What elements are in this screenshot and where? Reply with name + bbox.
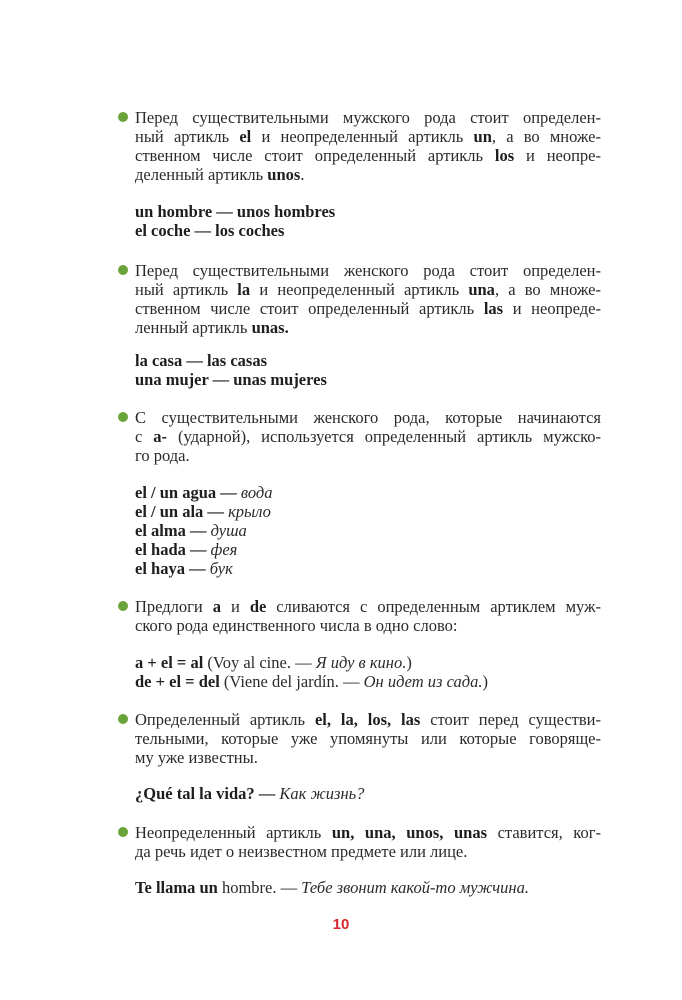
text: и неопре- xyxy=(514,146,601,165)
bold-text: un xyxy=(199,878,218,897)
bold-text: de + el = del xyxy=(135,672,220,691)
bold-text: el, la, los, las xyxy=(314,710,421,729)
italic-translation: бук xyxy=(209,559,233,578)
text: ) xyxy=(482,672,488,691)
text: ный артикль xyxy=(135,127,240,146)
example-block xyxy=(135,653,601,691)
rule-paragraph xyxy=(135,597,601,635)
rule-paragraph xyxy=(135,261,601,337)
text: Перед существительными мужского рода стоит определен- xyxy=(135,108,601,127)
text-line xyxy=(135,370,601,389)
rule-paragraph xyxy=(135,823,601,861)
text-line xyxy=(135,261,601,280)
text-line xyxy=(135,483,601,502)
text-line xyxy=(135,823,601,842)
text: и неопределенный артикль xyxy=(250,280,469,299)
text-line xyxy=(135,521,601,540)
text: стоит перед существи- xyxy=(420,710,601,729)
bold-text: unos xyxy=(267,165,301,184)
italic-translation: Тебе звонит какой-то мужчина. xyxy=(301,878,529,897)
text: ского рода единственного числа в одно слово: xyxy=(135,616,458,635)
rule-paragraph xyxy=(135,408,601,465)
bold-text: un hombre — unos hombres xyxy=(135,202,336,221)
text-line xyxy=(135,729,601,748)
bold-text: la xyxy=(237,280,251,299)
bold-text: Te llama xyxy=(135,878,200,897)
text: Неопределенный артикль xyxy=(135,823,332,842)
text-line xyxy=(135,351,601,370)
rule-paragraph xyxy=(135,710,601,767)
text-line xyxy=(135,408,601,427)
example-block xyxy=(135,784,601,803)
text: и неопределенный артикль xyxy=(251,127,474,146)
page-number: 10 xyxy=(332,916,350,933)
bold-text: los xyxy=(494,146,515,165)
bold-text: una xyxy=(468,280,495,299)
text: (Voy al cine. — xyxy=(203,653,316,672)
bold-text: el alma — xyxy=(135,521,211,540)
bold-text: de xyxy=(249,597,267,616)
bullet-icon xyxy=(118,265,128,275)
text: hombre. — xyxy=(217,878,302,897)
bullet-icon xyxy=(118,112,128,122)
text-line xyxy=(135,446,601,465)
text: ственном числе стоит определенный артикль xyxy=(135,146,495,165)
bold-text: a- xyxy=(153,427,168,446)
text: (ударной), используется определенный артикль мужско- xyxy=(167,427,601,446)
rule-paragraph xyxy=(135,108,601,184)
bold-text: unas. xyxy=(251,318,289,337)
bold-text: el / un ala — xyxy=(135,502,229,521)
text: С существительными женского рода, которые начинаются xyxy=(135,408,601,427)
bold-text: ¿Qué tal xyxy=(135,784,200,803)
text-line xyxy=(135,202,601,221)
text: ственном числе стоит определенный артикль xyxy=(135,299,484,318)
text: с xyxy=(135,427,154,446)
text-line xyxy=(135,299,601,318)
bullet-icon xyxy=(118,412,128,422)
text: и xyxy=(221,597,250,616)
bold-text: un, una, unos, unas xyxy=(331,823,488,842)
text-line xyxy=(135,146,601,165)
text: да речь идет о неизвестном предмете или лице. xyxy=(135,842,468,861)
example-block xyxy=(135,202,601,240)
bold-text: vida? — xyxy=(212,784,280,803)
bullet-icon xyxy=(118,714,128,724)
text-line xyxy=(135,108,601,127)
text-line xyxy=(135,710,601,729)
bold-text: a xyxy=(212,597,221,616)
text: Перед существительными женского рода стоит определен- xyxy=(135,261,601,280)
text: . xyxy=(300,165,305,184)
text-line xyxy=(135,597,601,616)
text: тельными, которые уже упомянуты или которые говоряще- xyxy=(135,729,601,748)
text: го рода. xyxy=(135,446,190,465)
bold-text: la casa — las casas xyxy=(135,351,267,370)
text: , а во множе- xyxy=(491,127,601,146)
bullet-icon xyxy=(118,601,128,611)
text: му уже известны. xyxy=(135,748,258,767)
text-line xyxy=(135,540,601,559)
text: Определенный артикль xyxy=(135,710,315,729)
bold-text: la xyxy=(199,784,213,803)
bold-text: el hada — xyxy=(135,540,211,559)
italic-translation: душа xyxy=(210,521,247,540)
italic-translation: Я иду в кино. xyxy=(315,653,407,672)
text: ленный артикль xyxy=(135,318,252,337)
bold-text: el xyxy=(239,127,252,146)
text: ный артикль xyxy=(135,280,238,299)
text: и неопреде- xyxy=(503,299,601,318)
bold-text: una mujer — unas mujeres xyxy=(135,370,327,389)
text-line xyxy=(135,427,601,446)
text-line xyxy=(135,221,601,240)
text-line xyxy=(135,616,601,635)
text-line xyxy=(135,748,601,767)
italic-translation: Он идет из сада. xyxy=(363,672,483,691)
italic-translation: крыло xyxy=(228,502,271,521)
example-block xyxy=(135,483,601,578)
text-line xyxy=(135,127,601,146)
text: сливаются с определенным артиклем муж- xyxy=(266,597,601,616)
bold-text: el / un agua — xyxy=(135,483,241,502)
bold-text: un xyxy=(473,127,492,146)
example-block xyxy=(135,351,601,389)
bullet-icon xyxy=(118,827,128,837)
text: деленный артикль xyxy=(135,165,268,184)
text-line xyxy=(135,165,601,184)
text-line xyxy=(135,502,601,521)
italic-translation: вода xyxy=(240,483,273,502)
text-line xyxy=(135,672,601,691)
italic-translation: Как жизнь? xyxy=(279,784,365,803)
text-line xyxy=(135,653,601,672)
text-line xyxy=(135,842,601,861)
bold-text: el coche — los coches xyxy=(135,221,285,240)
example-block xyxy=(135,878,601,897)
italic-translation: фея xyxy=(210,540,238,559)
text: Предлоги xyxy=(135,597,213,616)
bold-text: a + el = al xyxy=(135,653,204,672)
bold-text: el haya — xyxy=(135,559,210,578)
text-line xyxy=(135,559,601,578)
text-line xyxy=(135,784,601,803)
text: (Viene del jardín. — xyxy=(219,672,364,691)
text: ставится, ког- xyxy=(487,823,601,842)
text-line xyxy=(135,280,601,299)
text: , а во множе- xyxy=(494,280,601,299)
text: ) xyxy=(406,653,412,672)
text-line xyxy=(135,318,601,337)
text-line xyxy=(135,878,601,897)
bold-text: las xyxy=(483,299,504,318)
